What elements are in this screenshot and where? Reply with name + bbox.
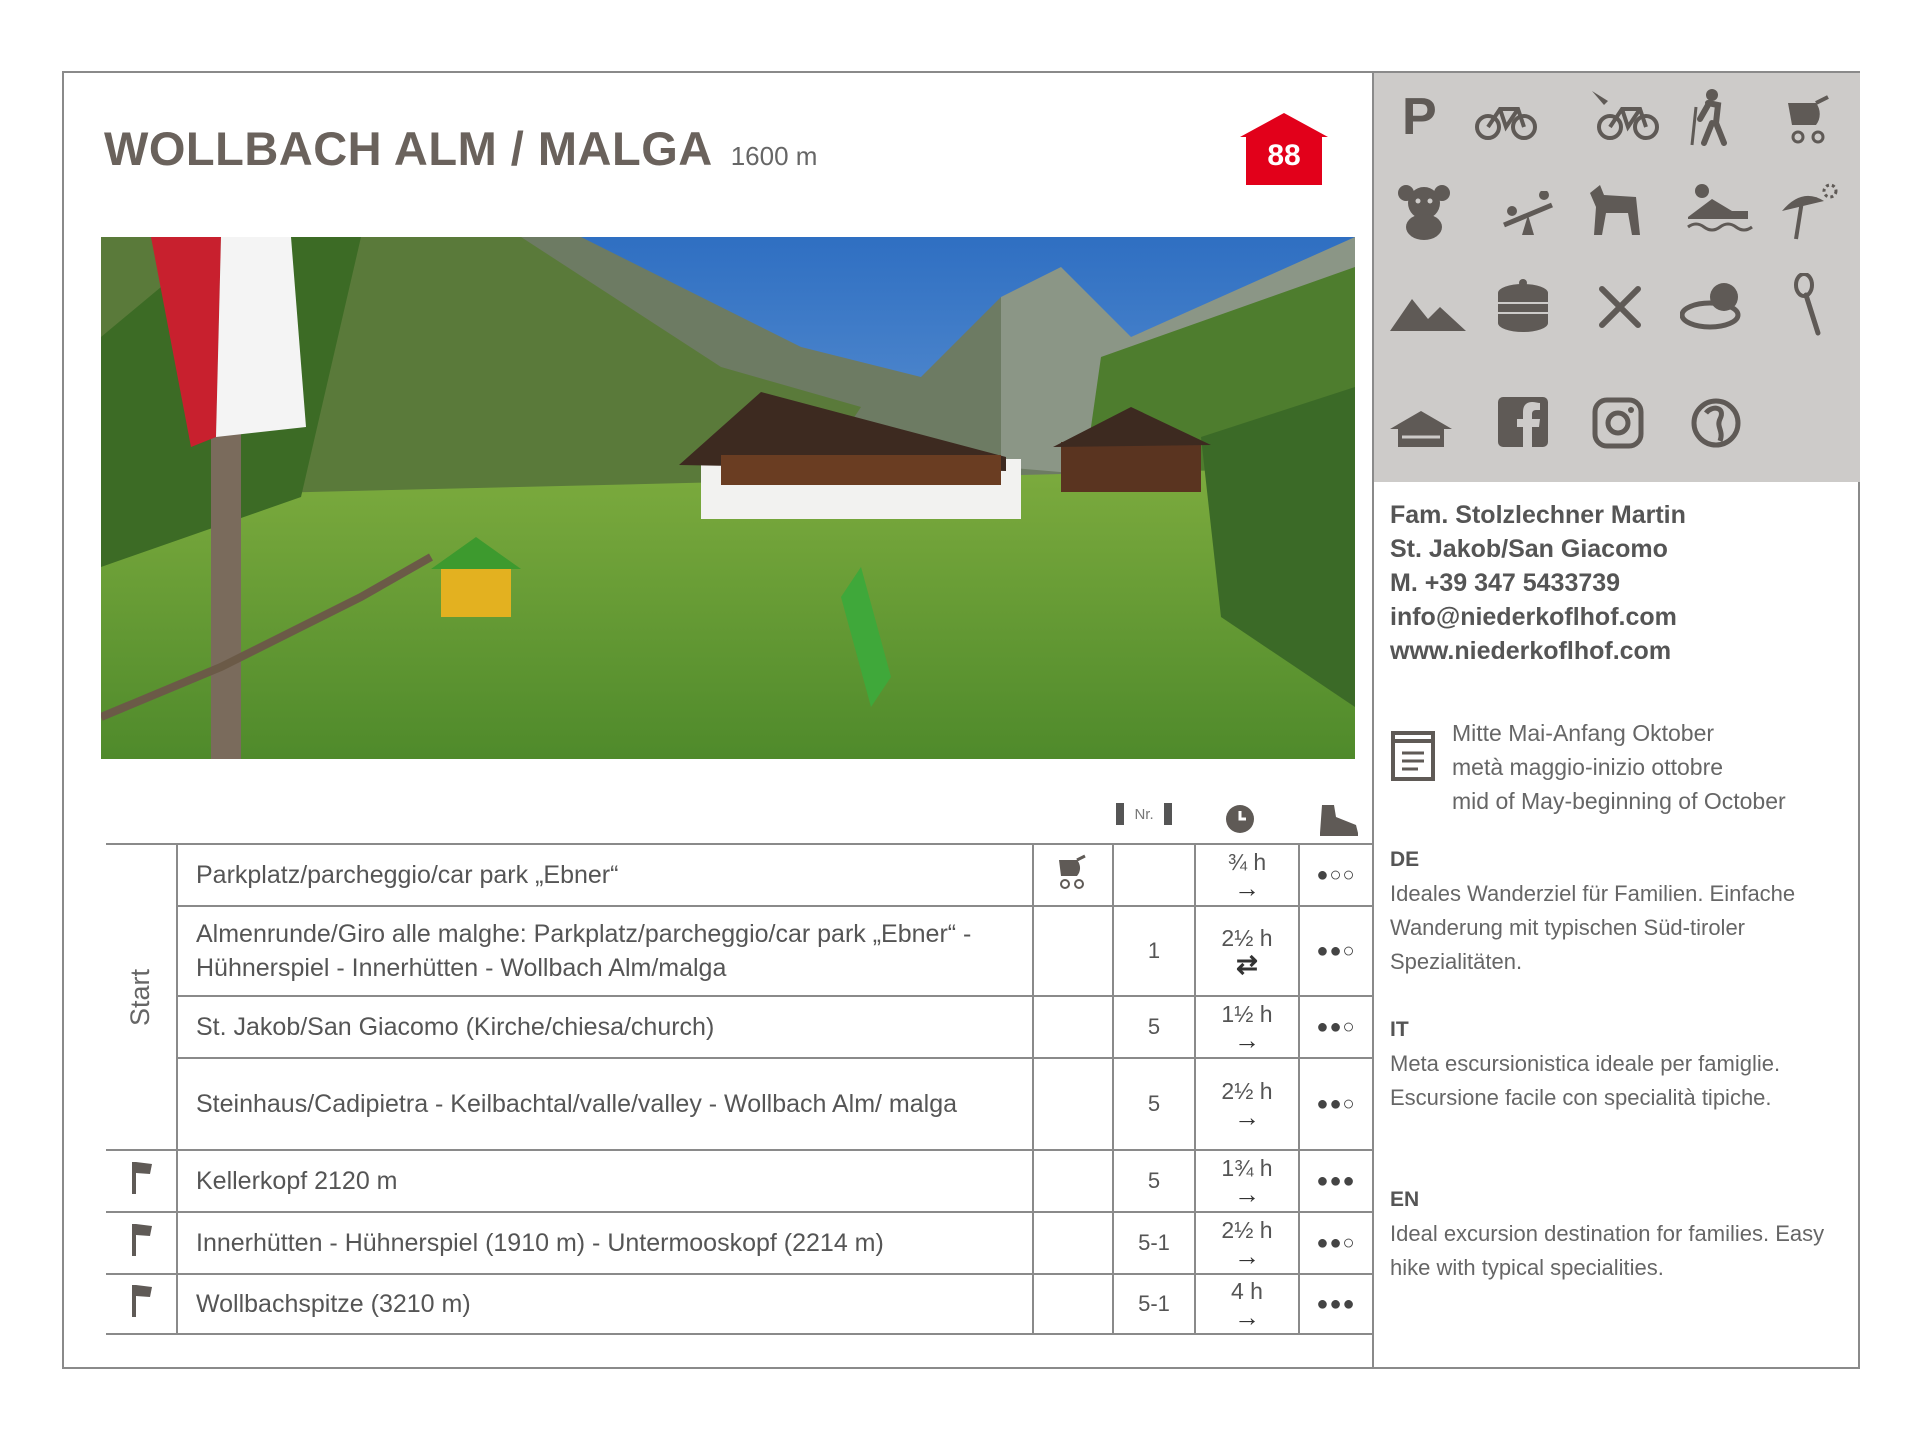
route-duration: 1¾ h [1221,1155,1273,1181]
contact-place: St. Jakob/San Giacomo [1390,535,1668,563]
route-time [1195,844,1299,906]
route-time [1195,996,1299,1058]
route-description: Innerhütten - Hühnerspiel (1910 m) - Untermooskopf (2214 m) [177,1212,1033,1274]
contact-phone[interactable]: M. +39 347 5433739 [1390,569,1621,597]
e-bike-icon [1588,87,1652,147]
description-de [1390,843,1850,979]
hut-number-badge [1238,111,1330,187]
route-duration: 2½ h [1221,1078,1273,1104]
route-row [106,1150,1373,1212]
cake-icon [1494,277,1558,337]
stroller-icon [1033,844,1113,906]
facebook-icon [1498,397,1562,457]
route-time [1195,1274,1299,1334]
contact-email[interactable]: info@niederkoflhof.com [1390,603,1677,631]
route-direction-icon: → [1234,1241,1260,1271]
summit-flag-icon [106,1150,177,1212]
route-description: Almenrunde/Giro alle malghe: Parkplatz/parcheggio/car park „Ebner“ - Hühnerspiel - Innerhütten - Wollbach Alm/malga [177,906,1033,996]
route-description: Wollbachspitze (3210 m) [177,1274,1033,1334]
parking-icon: P [1402,88,1437,146]
summit-flag-icon [106,1212,177,1274]
accommodation-icon [1388,407,1452,467]
page-title [104,121,817,176]
lang-label-it: IT [1390,1018,1409,1041]
route-icon-cell [1033,1058,1113,1150]
route-direction-icon: → [1234,1102,1260,1132]
dish-icon [1680,279,1744,339]
lang-label-de: DE [1390,848,1420,871]
website-icon [1690,397,1754,457]
route-time [1195,1212,1299,1274]
route-nr: 5-1 [1113,1274,1195,1334]
route-difficulty: ●●● [1299,1274,1373,1334]
route-table [106,843,1374,1335]
hiking-icon [1686,87,1750,147]
hut-name: WOLLBACH ALM / MALGA [104,122,713,175]
altitude: 1600 m [730,141,818,171]
stroller-icon [1782,95,1846,155]
seesaw-icon [1500,191,1564,251]
route-duration: 1½ h [1221,1001,1273,1027]
route-time [1195,906,1299,996]
route-description: Steinhaus/Cadipietra - Keilbachtal/valle/valley - Wollbach Alm/ malga [177,1058,1033,1150]
route-row [106,1058,1373,1150]
route-difficulty: ●●○ [1299,996,1373,1058]
mountains-icon [1390,293,1454,353]
hut-photo [101,237,1355,759]
nr-column-header [1116,803,1186,837]
route-duration: 2½ h [1221,1217,1273,1243]
cutlery-icon [1596,283,1660,343]
description-it [1390,1013,1850,1115]
hut-card [62,71,1860,1369]
route-row [106,996,1373,1058]
contact-block [1390,498,1686,668]
start-label: Start [125,968,156,1026]
nr-label: Nr. [1134,805,1154,823]
route-difficulty: ●●○ [1299,1212,1373,1274]
spoon-icon [1792,273,1856,333]
route-row [106,1274,1373,1334]
route-nr [1113,844,1195,906]
route-row [106,1212,1373,1274]
route-icon-cell [1033,1274,1113,1334]
route-difficulty: ●○○ [1299,844,1373,906]
route-row [106,906,1373,996]
route-icon-cell [1033,906,1113,996]
route-nr: 5-1 [1113,1212,1195,1274]
route-direction-icon: → [1234,873,1260,903]
route-nr: 5 [1113,1150,1195,1212]
route-time [1195,1058,1299,1150]
route-duration: 4 h [1231,1278,1263,1304]
route-description: Parkplatz/parcheggio/car park „Ebner“ [177,844,1033,906]
hiking-boot-icon [1316,803,1362,837]
sunbed-icon [1682,181,1746,241]
route-direction-icon: → [1234,1025,1260,1055]
description-text-en: Ideal excursion destination for families. Easy hike with typical specialities. [1390,1221,1825,1280]
route-direction-icon: → [1234,1179,1260,1209]
teddy-bear-icon [1396,183,1460,243]
route-difficulty: ●●○ [1299,1058,1373,1150]
route-icon-cell [1033,996,1113,1058]
route-nr: 5 [1113,1058,1195,1150]
route-row [106,844,1373,906]
route-difficulty: ●●○ [1299,906,1373,996]
description-text-it: Meta escursionistica ideale per famiglie. Escursione facile con specialità tipiche. [1390,1051,1781,1110]
route-duration: ¾ h [1227,849,1267,875]
route-direction-icon: → [1234,1302,1260,1332]
route-nr: 5 [1113,996,1195,1058]
opening-season [1452,716,1786,818]
route-direction-icon: ⇄ [1236,949,1258,979]
info-panel [1372,73,1860,1367]
animals-icon [1586,183,1650,243]
photo-illustration [101,237,1355,759]
route-difficulty: ●●● [1299,1150,1373,1212]
season-it: metà maggio-inizio ottobre [1452,754,1724,780]
route-nr: 1 [1113,906,1195,996]
contact-website[interactable]: www.niederkoflhof.com [1390,637,1672,665]
contact-name: Fam. Stolzlechner Martin [1390,501,1686,529]
description-en [1390,1183,1850,1285]
season-en: mid of May-beginning of October [1452,788,1786,814]
route-time [1195,1150,1299,1212]
calendar-icon [1390,727,1438,783]
season-de: Mitte Mai-Anfang Oktober [1452,720,1715,746]
route-description: St. Jakob/San Giacomo (Kirche/chiesa/church) [177,996,1033,1058]
route-icon-cell [1033,1150,1113,1212]
amenities-panel [1374,73,1860,482]
main-panel [64,73,1372,1367]
start-group [106,844,177,1150]
route-duration: 2½ h [1221,925,1273,951]
bicycle-icon [1474,95,1538,155]
route-icon-cell [1033,1212,1113,1274]
clock-icon [1224,803,1258,837]
parasol-icon [1776,181,1840,241]
description-text-de: Ideales Wanderziel für Familien. Einfache Wanderung mit typischen Süd-tiroler Spezialitäten. [1390,881,1796,974]
route-description: Kellerkopf 2120 m [177,1150,1033,1212]
lang-label-en: EN [1390,1188,1420,1211]
badge-number: 88 [1267,139,1301,172]
instagram-icon [1592,397,1656,457]
summit-flag-icon [106,1274,177,1334]
